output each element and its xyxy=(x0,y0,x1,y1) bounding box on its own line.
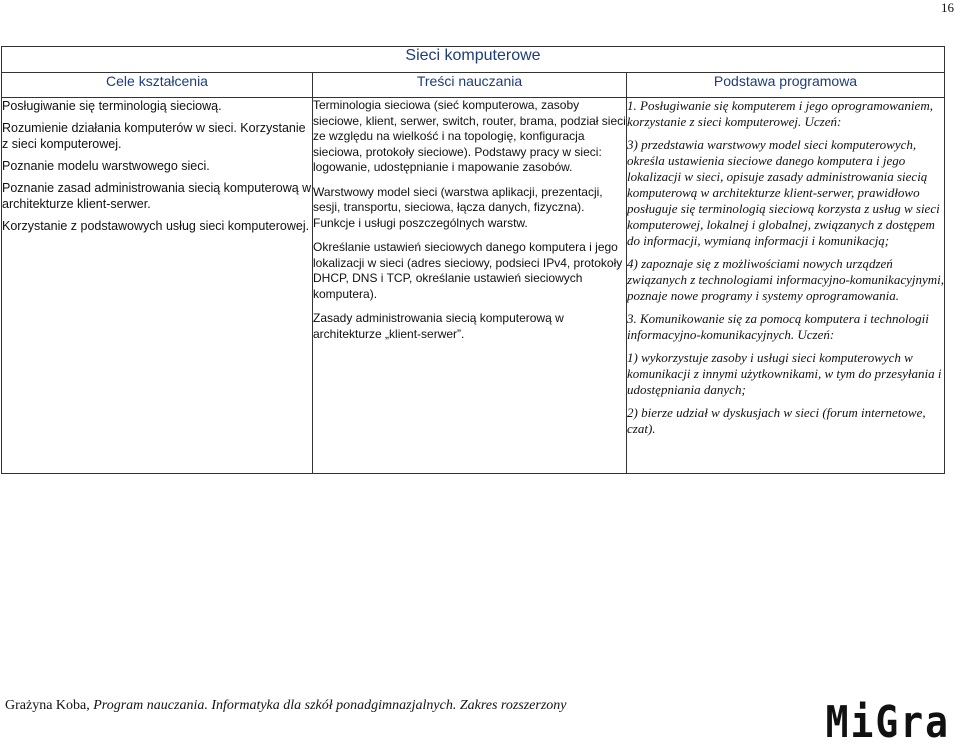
curriculum-paragraph: 4) zapoznaje się z możliwościami nowych urządzeń związanych z technologiami informacyjno-komunikacyjnymi, poznaje nowe programy i systemy oprogramowania. xyxy=(627,256,944,303)
curriculum-paragraph: 1) wykorzystuje zasoby i usługi sieci komputerowych w komunikacji z innymi użytkownikami, w tym do przesyłania i udostępniania danych; xyxy=(627,350,942,397)
header-curriculum: Podstawa programowa xyxy=(627,73,945,98)
table-title: Sieci komputerowe xyxy=(2,47,945,73)
footer xyxy=(5,698,567,714)
curriculum-paragraph: 3) przedstawia warstwowy model sieci komputerowych, określa ustawienia sieciowe danego komputera i jego lokalizacji w sieci, opisuje zasady administrowania siecią komputerową w architekturze klient-serwer, prawidłowo posługuje się terminologią sieciową korzysta z usług w sieci komputerowej, lokalnej i globalnej, związanych z dostępem do informacji, wymianą informacji i komunikacją; xyxy=(627,137,940,248)
content-paragraph: Zasady administrowania siecią komputerową w architekturze „klient-serwer”. xyxy=(313,311,564,341)
footer-title: Program nauczania. Informatyka dla szkół ponadgimnazjalnych. Zakres rozszerzony xyxy=(93,698,567,713)
footer-author: Grażyna Koba, xyxy=(5,698,90,713)
curriculum-paragraph: 3. Komunikowanie się za pomocą komputera i technologii informacyjno-komunikacyjnych. Uczeń: xyxy=(627,311,929,342)
content-paragraph: Terminologia sieciowa (sieć komputerowa, zasoby sieciowe, klient, serwer, switch, router, brama, podział sieci ze względu na wielkość i na topologię, konfiguracja sieciowa, protokoły sieciowe). Podstawy pracy w sieci: logowanie, udostępnianie i mapowanie zasobów. xyxy=(313,98,626,174)
header-contents: Treści nauczania xyxy=(313,73,627,98)
curriculum-paragraph: 1. Posługiwanie się komputerem i jego oprogramowaniem, korzystanie z sieci komputerowej. Uczeń: xyxy=(627,98,933,129)
migra-logo: MiGra xyxy=(825,696,950,747)
goal-item: Poznanie modelu warstwowego sieci. xyxy=(2,159,210,173)
curriculum-cell xyxy=(627,98,945,474)
content-paragraph: Warstwowy model sieci (warstwa aplikacji, prezentacji, sesji, transportu, sieciowa, łącza danych, fizyczna). Funkcje i usługi poszczególnych warstw. xyxy=(313,184,603,230)
curriculum-table xyxy=(1,46,945,474)
goal-item: Korzystanie z podstawowych usług sieci komputerowej. xyxy=(2,219,310,233)
contents-cell xyxy=(313,98,627,474)
curriculum-paragraph: 2) bierze udział w dyskusjach w sieci (forum internetowe, czat). xyxy=(627,405,926,436)
header-goals: Cele kształcenia xyxy=(2,73,313,98)
page-number: 16 xyxy=(941,0,954,15)
goals-cell xyxy=(2,98,313,474)
goal-item: Posługiwanie się terminologią sieciową. xyxy=(2,99,222,113)
goal-item: Poznanie zasad administrowania siecią komputerową w architekturze klient-serwer. xyxy=(2,181,312,211)
goal-item: Rozumienie działania komputerów w sieci. Korzystanie z sieci komputerowej. xyxy=(2,121,306,151)
content-paragraph: Określanie ustawień sieciowych danego komputera i jego lokalizacji w sieci (adres sieciowy, podsieci IPv4, protokoły DHCP, DNS i TCP, określanie ustawień sieciowych komputera). xyxy=(313,240,623,301)
